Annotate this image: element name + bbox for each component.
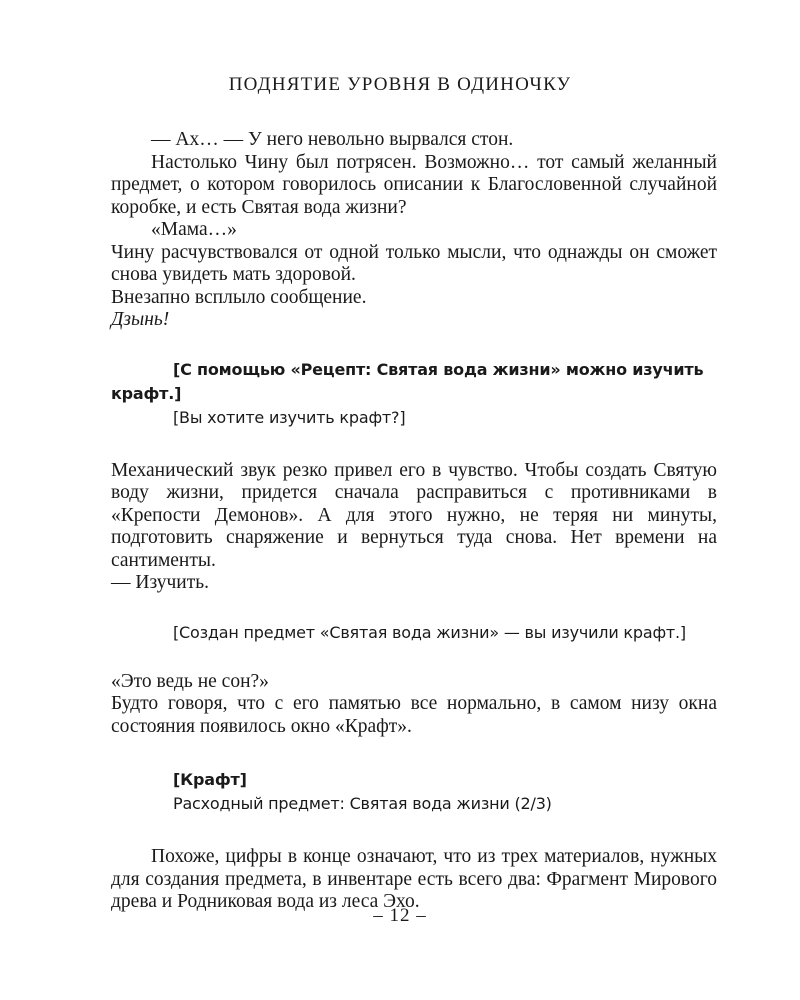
- paragraph-sound-effect: Дзынь!: [111, 309, 170, 330]
- spacer: [111, 595, 717, 621]
- paragraph: Будто говоря, что с его памятью все нормально, в самом низу окна состояния появилось окно «Крафт».: [111, 693, 717, 737]
- spacer: [111, 816, 717, 846]
- spacer: [111, 430, 717, 460]
- paragraph: Внезапно всплыло сообщение.: [111, 286, 367, 308]
- paragraph: «Это ведь не сон?»: [111, 670, 269, 692]
- paragraph: Похоже, цифры в конце означают, что из трех материалов, нужных для создания предмета, в инвентаре есть всего два: Фрагмент Мирового древа и Родниковая вода из леса Эхо.: [111, 846, 717, 912]
- paragraph: Чину расчувствовался от одной только мысли, что однажды он сможет снова увидеть мать здоровой.: [111, 241, 717, 285]
- paragraph: — Изучить.: [111, 572, 210, 593]
- body-text: [111, 129, 717, 914]
- system-message: Расходный предмет: Святая вода жизни (2/3): [173, 794, 552, 813]
- system-message: [Вы хотите изучить крафт?]: [173, 407, 406, 427]
- paragraph: — Ах… — У него невольно вырвался стон.: [151, 129, 514, 150]
- paragraph: Настолько Чину был потрясен. Возможно… тот самый желанный предмет, о котором говорилось описании к Благословенной случайной коробке, и есть Святая вода жизни?: [111, 151, 717, 218]
- system-message: [Создан предмет «Святая вода жизни» — вы изучили крафт.]: [173, 622, 686, 642]
- paragraph: «Мама…»: [151, 219, 237, 240]
- system-message: [С помощью «Рецепт: Святая вода жизни» можно изучить крафт.]: [111, 359, 704, 403]
- spacer: [111, 645, 717, 671]
- system-window-title: [Крафт]: [173, 770, 247, 789]
- page-number: – 12 –: [373, 905, 427, 926]
- running-head: ПОДНЯТИЕ УРОВНЯ В ОДИНОЧКУ: [228, 74, 572, 95]
- paragraph: Механический звук резко привел его в чувство. Чтобы создать Святую воду жизни, придется сначала расправиться с противниками в «Крепости Демонов». А для этого нужно, не теряя ни минуты, подготовить снаряжение и вернуться туда снова. Нет времени на сантименты.: [111, 459, 717, 571]
- spacer: [111, 332, 717, 358]
- spacer: [111, 738, 717, 768]
